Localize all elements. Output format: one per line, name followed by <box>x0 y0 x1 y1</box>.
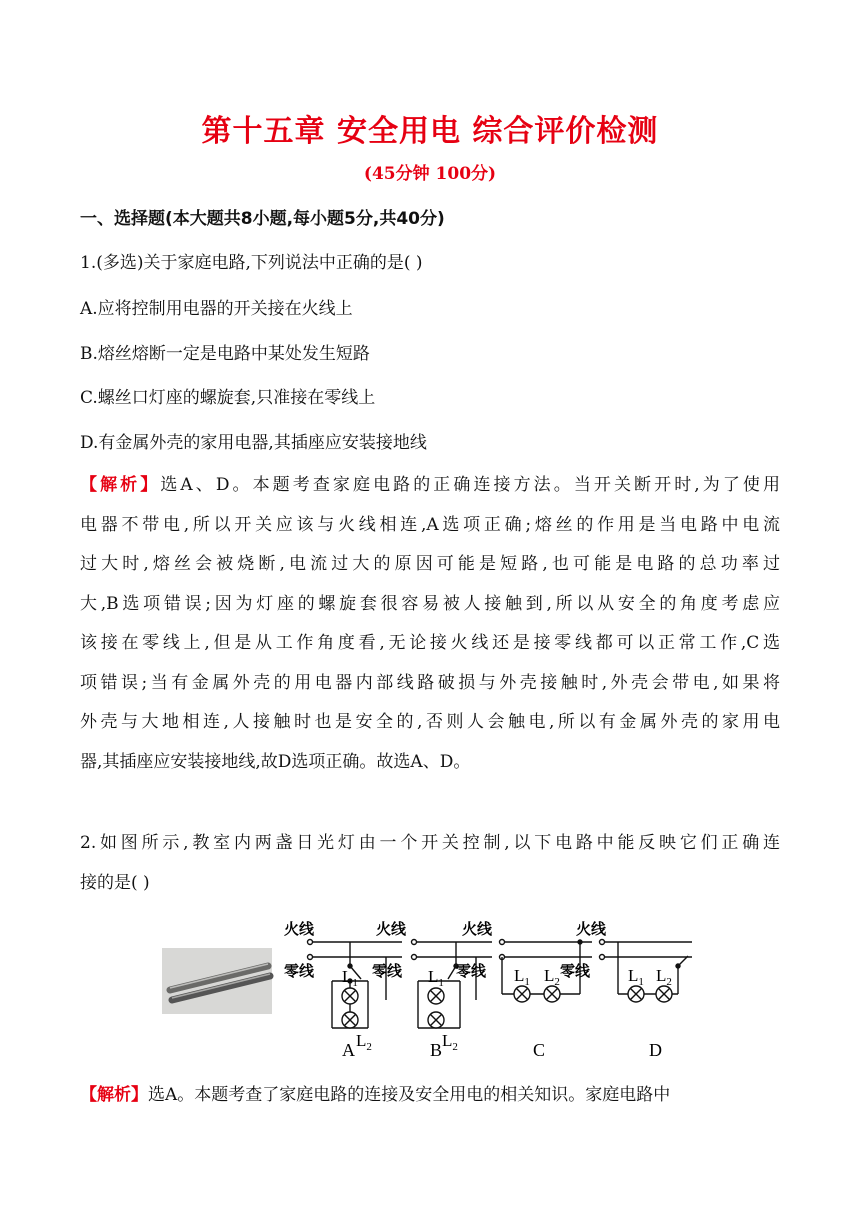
question-1-analysis: 【解析】选A、D。本题考查家庭电路的正确连接方法。当开关断开时,为了使用 电器不带电,所以开关应该与火线相连,A选项正确;熔丝的作用是当电路中电流 过大时,熔丝会被烧断,电流过大的原因可能是短路,也可能是电路的总功率过 大,B选项错误;因为灯座的螺旋套很容易被人接触到,所以从安全的角度考虑应 该接在零线上,但是从工作角度看,无论接火线还是接零线都可以正常工作,C选 项错误;当有金属外壳的用电器内部线路破损与外壳接触时,外壳会带电,如果将 外壳与大地相连,人接触时也是安全的,否则人会触电,所以有金属外壳的家用电 器,其插座应安装接地线,故D选项正确。故选A、D。 <box>80 475 781 772</box>
lamp1-label-b: $L_1$ <box>428 967 444 989</box>
lamp2-label-a: $L_2$ <box>356 1031 372 1053</box>
caption-c: C <box>533 1040 546 1060</box>
live-wire-label-d: 火线 <box>576 920 607 938</box>
caption-a: A <box>342 1040 355 1060</box>
circuit-b <box>412 940 493 1029</box>
circuit-figure <box>160 910 700 1065</box>
lamp1-label-d: $L_1$ <box>628 966 644 988</box>
live-wire-label-a: 火线 <box>284 920 315 938</box>
live-wire-label-c: 火线 <box>462 920 493 938</box>
neutral-wire-label-c: 零线 <box>456 962 487 980</box>
neutral-wire-label-b: 零线 <box>372 962 403 980</box>
circuit-d <box>600 940 693 995</box>
question-2-stem: 2.如图所示,教室内两盏日光灯由一个开关控制,以下电路中能反映它们正确连 接的是( ) <box>80 833 780 893</box>
neutral-wire-label-d: 零线 <box>560 962 591 980</box>
section-heading: 一、选择题(本大题共8小题,每小题5分,共40分) <box>80 209 445 229</box>
analysis-tag: 【解析】 <box>80 475 161 495</box>
caption-d: D <box>649 1040 662 1060</box>
fluorescent-tube-photo <box>162 948 272 1014</box>
lamp2-label-d: $L_2$ <box>656 966 672 988</box>
question-2-analysis: 【解析】选A。本题考查了家庭电路的连接及安全用电的相关知识。家庭电路中 <box>80 1085 671 1105</box>
lamp-icons <box>342 986 672 1028</box>
lamp1-label-a: $L_1$ <box>342 967 358 989</box>
question-1-stem: 1.(多选)关于家庭电路,下列说法中正确的是( ) <box>80 253 423 273</box>
analysis-tag-2: 【解析】 <box>80 1085 148 1105</box>
question-1-option-d: D.有金属外壳的家用电器,其插座应安装接地线 <box>80 433 427 453</box>
live-wire-label-b: 火线 <box>376 920 407 938</box>
question-1-option-b: B.熔丝熔断一定是电路中某处发生短路 <box>80 344 370 364</box>
neutral-wire-label-a: 零线 <box>284 962 315 980</box>
caption-b: B <box>430 1040 443 1060</box>
lamp2-label-b: $L_2$ <box>442 1031 458 1053</box>
question-1-option-c: C.螺丝口灯座的螺旋套,只准接在零线上 <box>80 388 376 408</box>
page-title: 第十五章 安全用电 综合评价检测 <box>201 114 659 149</box>
lamp2-label-c: $L_2$ <box>544 966 560 988</box>
question-1-option-a: A.应将控制用电器的开关接在火线上 <box>80 299 353 319</box>
page-subtitle: (45分钟 100分) <box>363 164 497 184</box>
lamp1-label-c: $L_1$ <box>514 966 530 988</box>
